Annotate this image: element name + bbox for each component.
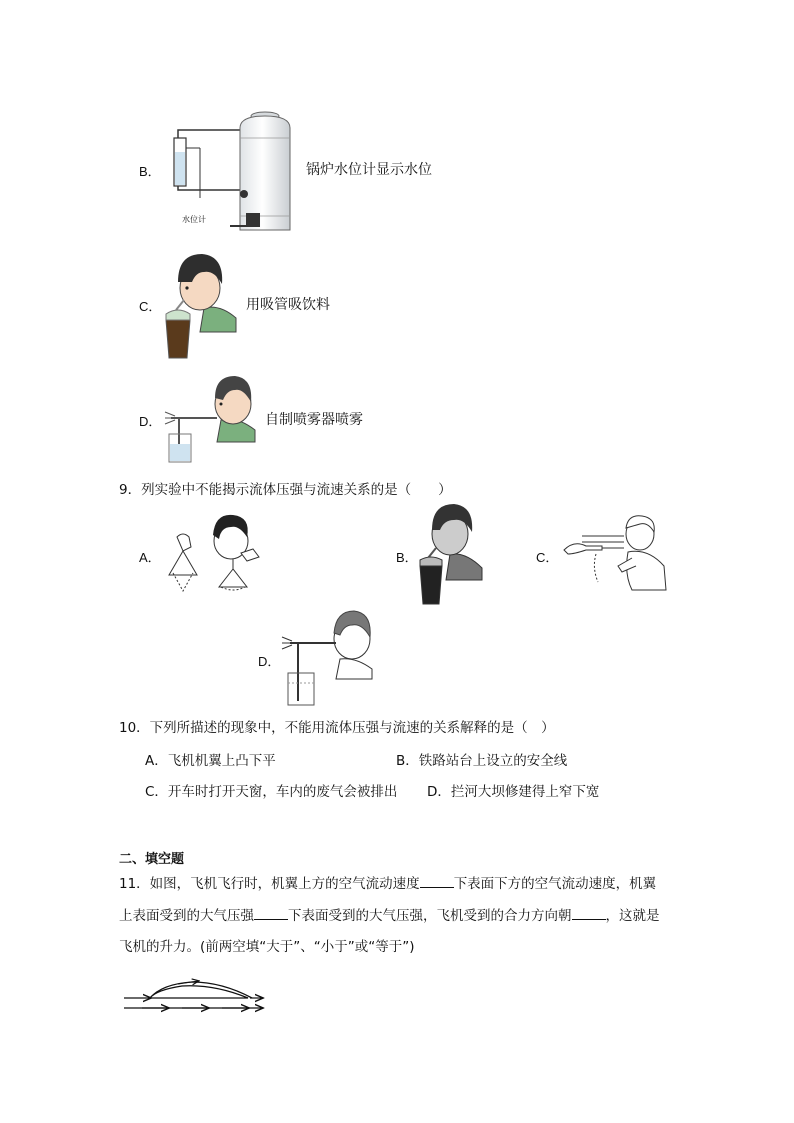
q9-option-d-figure <box>282 607 377 707</box>
q11-blank-3[interactable] <box>572 907 606 920</box>
q11-line-3 <box>119 935 415 955</box>
q9-option-b-letter: B． <box>396 550 418 565</box>
q8-option-c-letter: C． <box>139 299 162 314</box>
q9-stem: 9．列实验中不能揭示流体压强与流速关系的是（ ） <box>119 482 452 498</box>
q9-option-a-figure <box>163 511 268 593</box>
homemade-sprayer-figure <box>165 374 265 464</box>
airfoil-airflow-figure <box>122 970 267 1015</box>
q11-text-3: 飞机的升力。(前两空填“大于”、“小于”或“等于”) <box>119 939 415 955</box>
q11-line-2 <box>119 904 660 924</box>
q10-option-a: A．飞机机翼上凸下平 <box>145 753 276 769</box>
q8-option-b-letter: B． <box>139 164 161 179</box>
q8-option-b-caption: 锅炉水位计显示水位 <box>306 162 432 178</box>
q11-text-2c: ，这就是 <box>605 908 660 924</box>
q8-option-c-caption: 用吸管吸饮料 <box>246 297 330 313</box>
q11-text-2b: 下表面受到的大气压强，飞机受到的合力方向朝 <box>288 908 572 924</box>
q8-option-d-letter: D． <box>139 414 162 429</box>
q9-option-d-letter: D． <box>258 654 281 669</box>
q8-option-d-caption: 自制喷雾器喷雾 <box>265 412 363 428</box>
q11-blank-1[interactable] <box>420 875 454 888</box>
q9-option-c-figure <box>562 510 672 595</box>
q9-option-b-figure <box>414 502 486 607</box>
section-heading-fill-in: 二、填空题 <box>119 852 185 867</box>
q10-option-b: B．铁路站台上设立的安全线 <box>396 753 568 769</box>
q9-option-a-letter: A． <box>139 550 161 565</box>
boy-drinking-straw-figure <box>160 248 240 363</box>
q10-option-c: C．开车时打开天窗，车内的废气会被排出 <box>145 784 398 800</box>
q11-text-1a: 11．如图，飞机飞行时，机翼上方的空气流动速度 <box>119 876 420 892</box>
q10-option-d: D．拦河大坝修建得上窄下宽 <box>427 784 600 800</box>
q9-option-c-letter: C． <box>536 550 559 565</box>
q10-stem: 10．下列所描述的现象中，不能用流体压强与流速的关系解释的是（ ） <box>119 720 555 736</box>
water-gauge-label: 水位计 <box>182 215 206 224</box>
q11-text-2a: 上表面受到的大气压强 <box>119 908 254 924</box>
q11-blank-2[interactable] <box>254 907 288 920</box>
q11-line-1 <box>119 872 656 892</box>
q11-text-1b: 下表面下方的空气流动速度，机翼 <box>453 876 657 892</box>
